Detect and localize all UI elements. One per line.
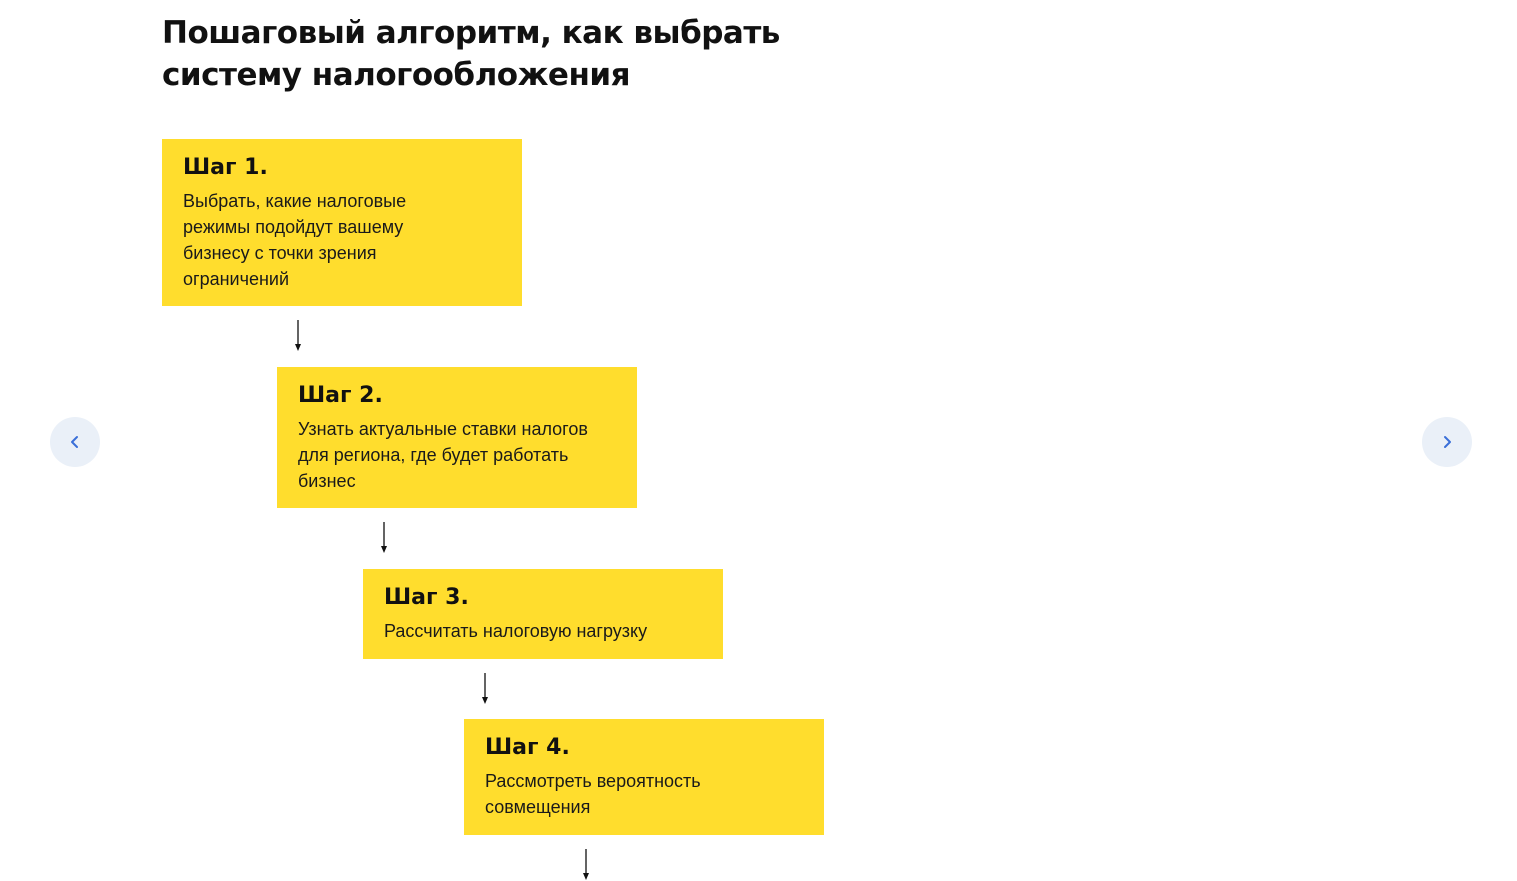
step-4-title: Шаг 4. [485,735,570,760]
step-card-1 [162,139,522,306]
step-card-3 [363,569,723,659]
step-2-text: Узнать актуальные ставки налогов для региона, где будет работать бизнес [298,419,588,491]
step-card-4 [464,719,824,835]
chevron-left-icon [68,435,82,449]
step-3-title: Шаг 3. [384,585,469,610]
arrow-down-icon [480,673,490,705]
page-title: Пошаговый алгоритм, как выбрать систему налогообложения [162,15,780,93]
chevron-right-icon [1440,435,1454,449]
step-1-title: Шаг 1. [183,155,268,180]
arrow-down-icon [293,320,303,352]
step-4-text: Рассмотреть вероятность совмещения [485,771,701,817]
next-slide-button[interactable] [1422,417,1472,467]
arrow-down-icon [379,522,389,554]
arrow-down-icon [581,849,591,881]
prev-slide-button[interactable] [50,417,100,467]
step-1-text: Выбрать, какие налоговые режимы подойдут вашему бизнесу с точки зрения ограничений [183,191,407,289]
step-2-title: Шаг 2. [298,383,383,408]
step-card-2 [277,367,637,508]
step-3-text: Рассчитать налоговую нагрузку [384,621,648,641]
